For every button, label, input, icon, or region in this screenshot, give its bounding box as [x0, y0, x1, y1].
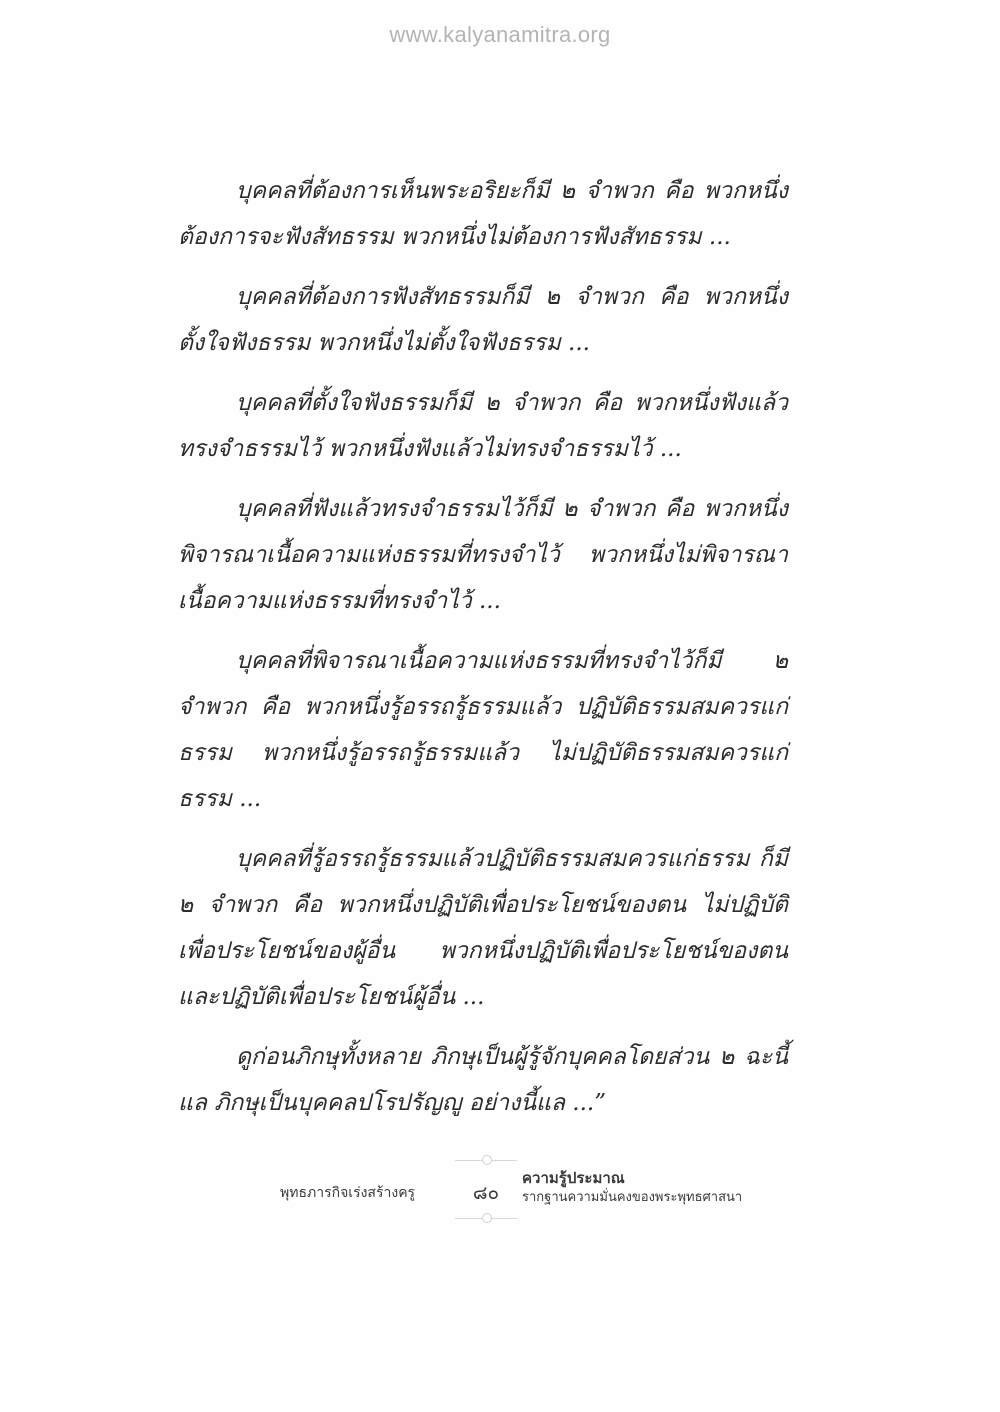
footer-ornament-bottom-dot	[482, 1213, 492, 1223]
paragraph-2: บุคคลที่ต้องการฟังสัทธรรมก็มี ๒ จำพวก คือ พวกหนึ่งตั้งใจฟังธรรม พวกหนึ่งไม่ตั้งใจฟังธรรม ...	[178, 284, 788, 356]
paragraph-7: ดูก่อนภิกษุทั้งหลาย ภิกษุเป็นผู้รู้จักบุคคลโดยส่วน ๒ ฉะนี้แล ภิกษุเป็นบุคคลปโรปรัญญู อย่างนี้แล ...”	[178, 1044, 788, 1116]
watermark-url: www.kalyanamitra.org	[389, 22, 611, 47]
paragraph-5: บุคคลที่พิจารณาเนื้อความแห่งธรรมที่ทรงจำไว้ก็มี ๒ จำพวก คือ พวกหนึ่งรู้อรรถรู้ธรรมแล้ว ปฏิบัติธรรมสมควรแก่ธรรม พวกหนึ่งรู้อรรถรู้ธรรมแล้ว ไม่ปฏิบัติธรรมสมควรแก่ธรรม ...	[178, 648, 788, 812]
paragraph-4: บุคคลที่ฟังแล้วทรงจำธรรมไว้ก็มี ๒ จำพวก คือ พวกหนึ่งพิจารณาเนื้อความแห่งธรรมที่ทรงจำไว้ พวกหนึ่งไม่พิจารณาเนื้อความแห่งธรรมที่ทรงจำไว้ ...	[178, 496, 788, 614]
paragraph-6: บุคคลที่รู้อรรถรู้ธรรมแล้วปฏิบัติธรรมสมควรแก่ธรรม ก็มี ๒ จำพวก คือ พวกหนึ่งปฏิบัติเพื่อประโยชน์ของตน ไม่ปฏิบัติเพื่อประโยชน์ของผู้อื่น พวกหนึ่งปฏิบัติเพื่อประโยชน์ของตนและปฏิบัติเพื่อประโยชน์ผู้อื่น ...	[178, 846, 788, 1010]
footer-chapter	[522, 1168, 782, 1208]
footer-book-title: พุทธภารกิจเร่งสร้างครู	[280, 1185, 416, 1201]
paragraph-3: บุคคลที่ตั้งใจฟังธรรมก็มี ๒ จำพวก คือ พวกหนึ่งฟังแล้วทรงจำธรรมไว้ พวกหนึ่งฟังแล้วไม่ทรงจำธรรมไว้ ...	[178, 390, 788, 462]
footer-chapter-subtitle: รากฐานความมั่นคงของพระพุทธศาสนา	[522, 1190, 743, 1205]
paragraph-1: บุคคลที่ต้องการเห็นพระอริยะก็มี ๒ จำพวก คือ พวกหนึ่งต้องการจะฟังสัทธรรม พวกหนึ่งไม่ต้องการฟังสัทธรรม ...	[178, 178, 788, 250]
footer-chapter-title: ความรู้ประมาณ	[522, 1169, 625, 1187]
page-footer	[0, 1150, 1000, 1230]
page-number: ๘๐	[472, 1182, 500, 1204]
footer-ornament-top-dot	[482, 1155, 492, 1165]
page-body	[178, 168, 788, 1140]
